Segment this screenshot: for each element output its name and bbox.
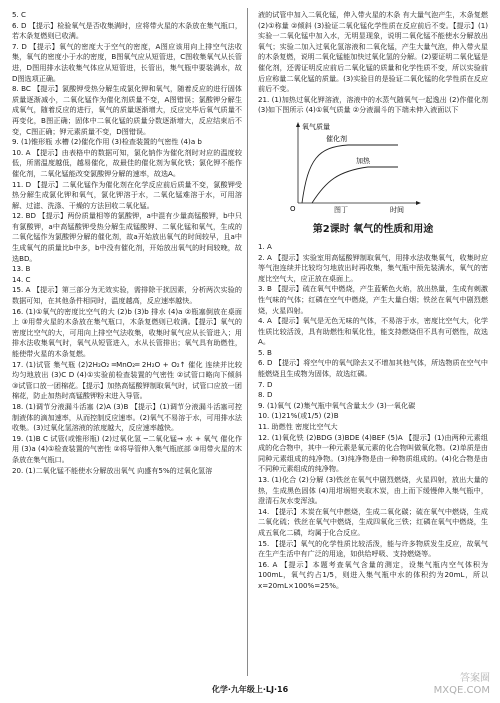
oxygen-mass-graph (278, 119, 428, 217)
answer-item: 14. C (12, 274, 31, 284)
figure-caption: 图丁 (334, 205, 348, 214)
answer-item: 20. (1)二氧化锰不能使水分解放出氧气 向盛有5%的过氧化氢溶 (12, 465, 213, 475)
origin-label: O (290, 204, 296, 213)
oxygen-mass-figure (278, 119, 488, 217)
answer-item: 13. (1)化合 (2)分解 (3)铁丝在氧气中剧烈燃烧，火星四射，放出大量的热，生成黑色固体 (4)用坩埚钳夹取木炭，由上而下缓慢伸入集气瓶中，澄清石灰水变浑浊。 (258, 475, 488, 506)
answer-item: 17. (1)试管 集气瓶 (2)2H₂O₂ ═MnO₂═ 2H₂O + O₂↑ 催化 连续并比较均匀地放出 (3)C D (4)①实验前检查装置的气密性 ②试管口略向下倾斜 ③试管口放一团棉花。【提示】加热高锰酸钾制取氧气时，试管口应放一团棉花，防止加热时高锰酸钾粉末进入导管。 (12, 359, 242, 401)
answer-item: 6. D 【提示】检验氧气是否收集满时，应将带火星的木条放在集气瓶口，若木条复燃则已收满。 (12, 20, 242, 41)
answer-item: 14. 【提示】木炭在氧气中燃烧，生成二氧化碳；硫在氧气中燃烧，生成二氧化硫；铁丝在氧气中燃烧，生成四氧化三铁；红磷在氧气中燃烧，生成五氧化二磷，均属于化合反应。 (258, 506, 488, 537)
answer-item: 21. (1)加热过氧化钾溶液，溶液中的水蒸气随氧气一起逸出 (2)作催化剂 (3)如下图所示 (4)①氧气质量 ②分液漏斗的下端未伸入液面以下 (258, 94, 488, 115)
catalyst-curve-label: 催化剂 (326, 134, 347, 143)
answer-item: 15. 【提示】氧气的化学性质比较活泼，能与许多物质发生反应，故氧气在生产生活中有广泛的用途，如供给呼吸、支持燃烧等。 (258, 538, 488, 559)
x-axis-arrow (416, 201, 421, 205)
answer-item: 12. BD 【提示】两份质量相等的氯酸钾，a中混有少量高锰酸钾，b中只有氯酸钾，a中高锰酸钾受热分解生成锰酸钾、二氧化锰和氧气，生成的二氧化锰作为氯酸钾分解的催化剂，故a开始放出氧气的时间较早，且a中生成氧气的质量比b中多，b中没有催化剂，开始放出氧气的时间较晚，故选BD。 (12, 211, 242, 263)
answer-item: 8. D (258, 390, 273, 400)
section-title: 第2课时 氧气的性质和用途 (312, 223, 434, 235)
answer-item: 5. B (258, 347, 272, 357)
answer-item: 15. A 【提示】第三部分为无效实验，需排除干扰因素，分析两次实验的数据可知，在其他条件相同时，温度越高，反应速率越快。 (12, 285, 242, 306)
answer-item: 3. B 【提示】硫在氧气中燃烧，产生蓝紫色火焰，放出热量，生成有刺激性气味的气体；红磷在空气中燃烧，产生大量白烟；铁丝在氧气中剧烈燃烧，火星四射。 (258, 284, 488, 315)
answer-item: 13. B (12, 264, 31, 274)
answer-item: 16. (1)①氧气的密度比空气的大 (2)b (3)b 排水 (4)a ②瓶塞倒放在桌面上 ③用带火星的木条放在集气瓶口，木条复燃则已收满。【提示】氧气的密度比空气的大，可用向上排空气法收集，收集时氧气应从长管进入；用排水法收集氧气时，氧气从短管进入，水从长管排出；氧气具有助燃性，能使带火星的木条复燃。 (12, 306, 242, 358)
answer-item: 10. A 【提示】由表格中的数据可知，氯化钠作为催化剂时对应的温度较低，所需温度越低，越易催化，故最佳的催化剂为氧化铁；氯化钾不能作催化剂，二氧化锰能改变氯酸钾分解的速率，故选A。 (12, 147, 242, 178)
y-axis-arrow (296, 122, 300, 127)
answer-item: 11. D 【提示】二氧化锰作为催化剂在化学反应前后质量不变，氯酸钾受热分解生成氯化钾和氧气，氯化钾溶于水，二氧化锰难溶于水，可用溶解、过滤、洗涤、干燥的方法回收二氧化锰。 (12, 179, 242, 210)
answer-item: 10. (1)21%(或1/5) (2)B (258, 411, 339, 421)
answer-item: 18. (1)调节分液漏斗活塞 (2)A (3)B 【提示】(1)调节分液漏斗活塞可控制液体的滴加速率，从而控制反应速率。(2)氧气不易溶于水，可用排水法收集。(3)过氧化氢溶液的浓度越大，反应速率越快。 (12, 401, 242, 433)
x-axis-label: 时间 (390, 205, 404, 214)
y-axis-label: 氧气质量 (302, 122, 330, 131)
page-footer: 化学·九年级上·LJ·16 (211, 685, 289, 694)
answer-item: 5. C (12, 10, 26, 19)
answer-item: 19. (1)B C 试管(或锥形瓶) (2)过氧化氢 ─二氧化锰→ 水 + 氧气 催化作用 (3)a (4)①检查装置的气密性 ②将导管伸入集气瓶底部 ③用带火星的木条放在集气瓶口。 (12, 433, 242, 464)
column-divider (247, 8, 248, 676)
answer-item: 7. D (258, 379, 273, 389)
answer-item: 11. 助燃性 密度比空气大 (258, 422, 338, 432)
answer-item: 液的试管中加入二氧化锰，伸入带火星的木条 有大量气泡产生，木条复燃 (2)①称量 ②倾斜 (3)验证二氧化锰化学性质在反应前后不变。【提示】(1)实验一二氧化锰中加入水，无明显现象，说明二氧化锰不能使水分解放出氧气；实验二加入过氧化氢溶液和二氧化锰，产生大量气泡，伸入带火星的木条复燃，说明二氧化锰能加快过氧化氢的分解。(2)要证明二氧化锰是催化剂，还需证明反应前后二氧化锰的质量和化学性质不变，所以实验前后应称量二氧化锰的质量。(3)实验目的是验证二氧化锰的化学性质在反应前后不变。 (258, 10, 488, 94)
answer-item: 12. (1)氧化铁 (2)BDG (3)BDE (4)BEF (5)A 【提示】(1)由两种元素组成的化合物中，其中一种元素是氧元素的化合物叫做氧化物。(2)单质是由同种元素组成的纯净物。(3)纯净物是由一种物质组成的。(4)化合物是由不同种元素组成的纯净物。 (258, 432, 488, 474)
right-column (258, 10, 488, 592)
heating-curve-label: 加热 (356, 156, 370, 165)
answer-item: 6. D 【提示】将空气中的氧气除去又不增加其他气体，所选物质在空气中能燃烧且生成物为固体，故选红磷。 (258, 358, 488, 379)
left-column (12, 10, 242, 476)
watermark-logo (434, 673, 490, 697)
answer-item: 8. BC 【提示】氯酸钾受热分解生成氯化钾和氧气，随着反应的进行固体质量逐渐减小，二氧化锰作为催化剂质量不变，A图错误；氯酸钾分解生成氧气，随着反应的进行，氧气的质量逐渐增大，反应完毕后氧气质量不再变化，B图正确；固体中二氧化锰的质量分数逐渐增大，反应结束后不变，C图正确；钾元素质量不变，D图错误。 (12, 84, 242, 136)
answer-item: 1. A (258, 241, 272, 251)
answer-item: 7. D 【提示】氧气的密度大于空气的密度，A图应该用向上排空气法收集，氧气的密度小于水的密度，B图氧气应从短管进，C图收集氧气从长管进，D图用排水法收集气体应从短管进，长管出，集气瓶中要装满水，故D图选项正确。 (12, 41, 242, 83)
watermark-line-1: 答案圈 (460, 673, 490, 684)
catalyst-curve (302, 145, 398, 203)
answer-item: 16. A 【提示】本题考查氧气含量的测定，设集气瓶内空气体积为100mL，氧气约占1/5，则进入集气瓶中水的体积约为20mL，所以x=20mL×100%=25%。 (258, 559, 488, 590)
heating-curve (312, 167, 398, 203)
answer-item: 2. A 【提示】实验室用高锰酸钾制取氧气，用排水法收集氧气，收集时应等气泡连续并比较均匀地放出时再收集，集气瓶中预先装满水，氧气的密度比空气大，应正放在桌面上。 (258, 252, 488, 283)
answer-item: 4. A 【提示】氧气是无色无味的气体，不易溶于水，密度比空气大，化学性质比较活泼，具有助燃性和氧化性，能支持燃烧但不具有可燃性，故选A。 (258, 316, 488, 347)
answer-item: 9. (1)锥形瓶 水槽 (2)催化作用 (3)检查装置的气密性 (4)a b (12, 137, 202, 147)
answer-item: 9. (1)氧气 (2)集气瓶中氧气含量太少 (3)一氧化碳 (258, 400, 416, 410)
watermark-line-2: MXQE.COM (433, 685, 490, 696)
